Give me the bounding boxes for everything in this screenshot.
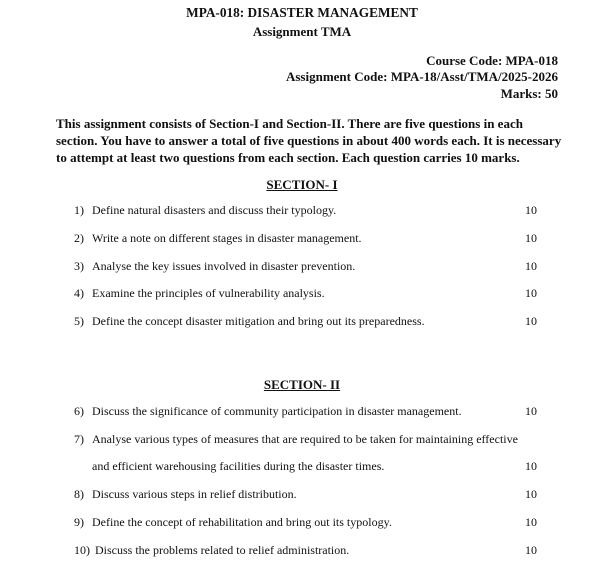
question-number: 5) <box>74 314 84 328</box>
question-number: 2) <box>74 231 84 245</box>
question-text: Write a note on different stages in disaster management. <box>92 231 362 245</box>
question-number: 10) <box>74 543 90 557</box>
question-number: 9) <box>74 515 84 529</box>
document-subtitle: Assignment TMA <box>252 24 352 39</box>
question-marks: 10 <box>525 259 537 273</box>
question-text: Analyse the key issues involved in disaster prevention. <box>92 259 356 273</box>
question-marks: 10 <box>525 314 537 328</box>
question-marks: 10 <box>525 515 537 529</box>
question-number: 1) <box>74 203 84 217</box>
question-number: 8) <box>74 487 84 501</box>
assignment-code: Assignment Code: MPA-18/Asst/TMA/2025-2026 <box>285 69 558 84</box>
section-heading-1: SECTION- I <box>266 177 338 192</box>
document-title: MPA-018: DISASTER MANAGEMENT <box>186 5 418 20</box>
question-text: Discuss the significance of community participation in disaster management. <box>92 404 462 418</box>
question-marks: 10 <box>525 487 537 501</box>
question-marks: 10 <box>525 404 537 418</box>
question-text: Discuss various steps in relief distribution. <box>92 487 297 501</box>
question-text: Examine the principles of vulnerability analysis. <box>92 286 325 300</box>
question-marks: 10 <box>525 203 537 217</box>
question-text: Analyse various types of measures that are required to be taken for maintaining effective <box>92 432 518 446</box>
question-marks: 10 <box>525 286 537 300</box>
question-text: Define the concept disaster mitigation and bring out its preparedness. <box>92 314 425 328</box>
question-number: 6) <box>74 404 84 418</box>
course-code: Course Code: MPA-018 <box>426 53 558 68</box>
question-number: 7) <box>74 432 84 446</box>
question-marks: 10 <box>525 231 537 245</box>
question-number: 4) <box>74 286 84 300</box>
question-text: Define the concept of rehabilitation and bring out its typology. <box>92 515 392 529</box>
question-text: Define natural disasters and discuss their typology. <box>92 203 337 217</box>
question-number: 3) <box>74 259 84 273</box>
question-marks: 10 <box>525 459 537 473</box>
instructions-paragraph: This assignment consists of Section-I and Section-II. There are five questions in each section. You have to answer a total of five questions in about 400 words each. It is necessary to attempt at least two questions from each section. Each question carries 10 marks. <box>56 116 562 165</box>
question-marks: 10 <box>525 543 537 557</box>
section-heading-2: SECTION- II <box>263 377 341 392</box>
question-text: Discuss the problems related to relief administration. <box>95 543 350 557</box>
total-marks: Marks: 50 <box>500 86 558 101</box>
question-text-continuation: and efficient warehousing facilities during the disaster times. <box>92 459 385 473</box>
